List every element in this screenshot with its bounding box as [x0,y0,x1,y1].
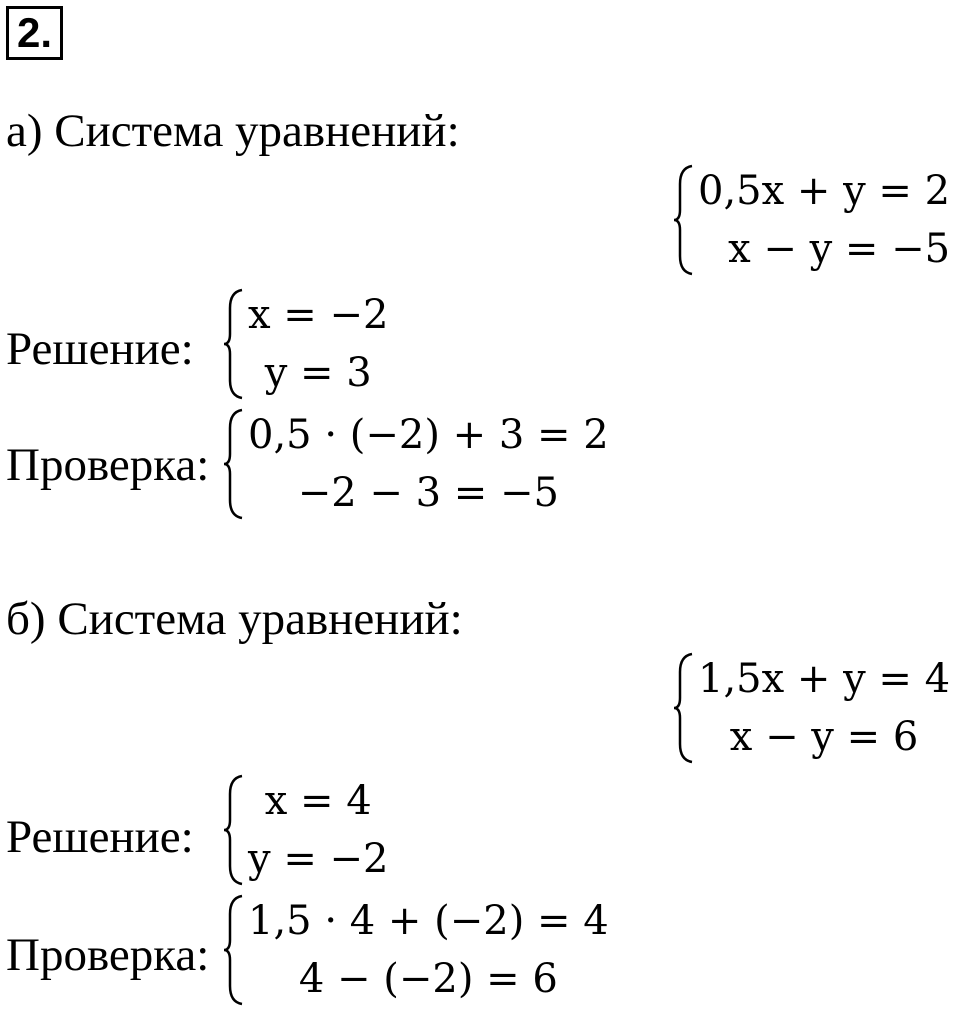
part-b-solution-y: y = −2 [248,836,389,882]
part-b-solution-x: x = 4 [264,778,372,824]
part-a-check-label: Проверка: [6,439,210,491]
part-a-solution-x: x = −2 [248,292,389,338]
part-a-check-eq1: 0,5 · (−2) + 3 = 2 [248,412,609,458]
part-b-system-eq2: x − y = 6 [729,714,919,760]
part-a-solution-label: Решение: [6,323,194,375]
part-b-solution-label: Решение: [6,811,194,863]
part-b-check-eq2: 4 − (−2) = 6 [298,956,558,1002]
part-b-heading: б) Система уравнений: [6,593,463,645]
part-b-system [672,650,950,766]
brace-icon [672,650,694,766]
problem-number: 2. [6,6,63,60]
brace-icon [222,286,244,402]
part-a-check-eq2: −2 − 3 = −5 [297,470,559,516]
part-a-system-eq2: x − y = −5 [728,226,951,272]
part-b-solution [222,772,389,888]
brace-icon [222,892,244,1008]
part-a-heading: а) Система уравнений: [6,105,460,157]
part-a-system [672,162,950,278]
brace-icon [222,772,244,888]
part-b-check-eq1: 1,5 · 4 + (−2) = 4 [248,898,609,944]
part-b-check-label: Проверка: [6,929,210,981]
brace-icon [672,162,694,278]
part-a-system-eq1: 0,5x + y = 2 [698,168,951,214]
brace-icon [222,406,244,522]
part-a-solution-y: y = 3 [264,350,372,396]
part-a-solution [222,286,388,402]
part-a-check [222,406,609,522]
part-b-check [222,892,609,1008]
part-b-system-eq1: 1,5x + y = 4 [698,656,951,702]
